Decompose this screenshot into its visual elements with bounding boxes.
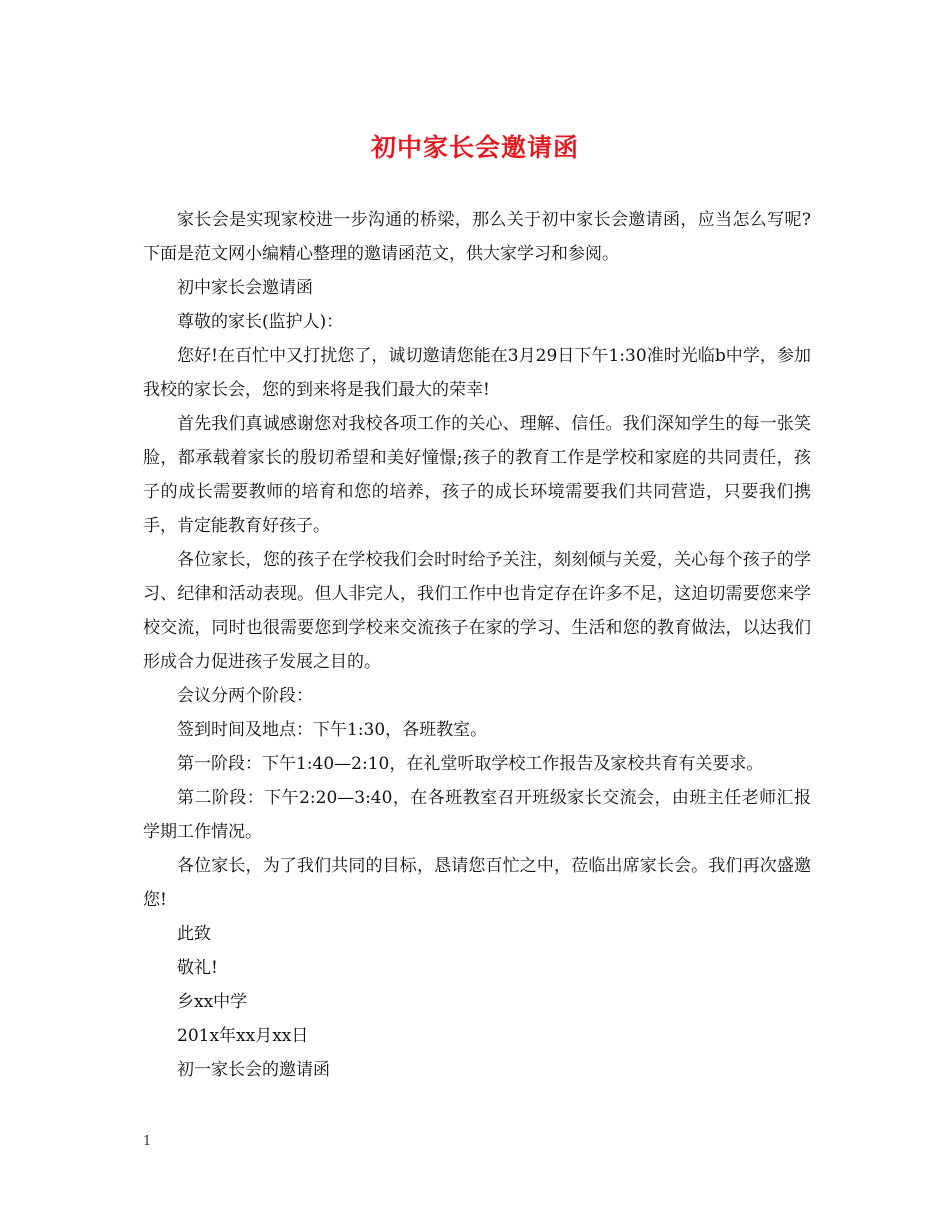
- paragraph-date: 201x年xx月xx日: [177, 1026, 309, 1046]
- paragraph-thanks: 首先我们真诚感谢您对我校各项工作的关心、理解、信任。我们深知学生的每一张笑脸，都承载着家长的殷切希望和美好憧憬;孩子的教育工作是学校和家庭的共同责任，孩子的成长需要教师的培育和您的培养，孩子的成长环境需要我们共同营造，只要我们携手，肯定能教育好孩子。: [143, 414, 811, 536]
- paragraph-intro: 家长会是实现家校进一步沟通的桥梁，那么关于初中家长会邀请函，应当怎么写呢?下面是范文网小编精心整理的邀请函范文，供大家学习和参阅。: [143, 210, 811, 264]
- paragraph-stages: 会议分两个阶段：: [177, 686, 313, 706]
- document-title: 初中家长会邀请函: [370, 133, 579, 162]
- document-body: [143, 203, 811, 1087]
- paragraph-closing: 各位家长，为了我们共同的目标，恳请您百忙之中，莅临出席家长会。我们再次盛邀您!: [143, 856, 811, 910]
- paragraph-next-title: 初一家长会的邀请函: [177, 1060, 330, 1080]
- paragraph-salutation: 尊敬的家长(监护人)：: [177, 312, 344, 332]
- paragraph-request: 各位家长，您的孩子在学校我们会时时给予关注，刻刻倾与关爱，关心每个孩子的学习、纪律和活动表现。但人非完人，我们工作中也肯定存在许多不足，这迫切需要您来学校交流，同时也很需要您到学校来交流孩子在家的学习、生活和您的教育做法，以达我们形成合力促进孩子发展之目的。: [143, 550, 811, 672]
- paragraph-salute: 敬礼!: [177, 958, 218, 978]
- paragraph-greeting: 您好!在百忙中又打扰您了，诚切邀请您能在3月29日下午1:30准时光临b中学，参加我校的家长会，您的到来将是我们最大的荣幸!: [143, 346, 811, 400]
- paragraph-stage-one: 第一阶段：下午1:40—2:10，在礼堂听取学校工作报告及家校共育有关要求。: [177, 754, 764, 774]
- paragraph-stage-two: 第二阶段：下午2:20—3:40，在各班教室召开班级家长交流会，由班主任老师汇报学期工作情况。: [143, 788, 811, 842]
- page-number: 1: [143, 1134, 152, 1149]
- paragraph-school: 乡xx中学: [177, 992, 248, 1012]
- paragraph-subtitle: 初中家长会邀请函: [177, 278, 313, 298]
- paragraph-regards: 此致: [177, 924, 211, 944]
- paragraph-signin: 签到时间及地点：下午1:30，各班教室。: [177, 720, 488, 740]
